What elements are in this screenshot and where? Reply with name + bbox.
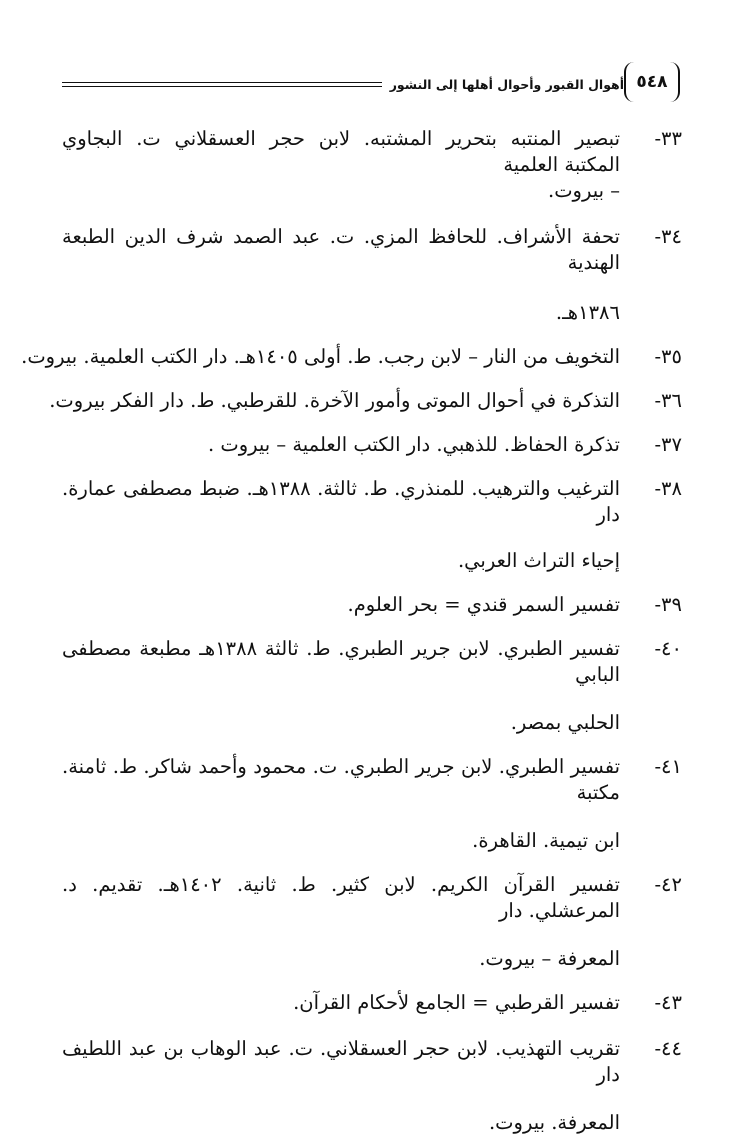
list-item (62, 224, 682, 326)
entry-line: تحفة الأشراف. للحافظ المزي. ت. عبد الصمد شرف الدين الطبعة الهندية (62, 225, 620, 274)
entry-line: المعرفة – بيروت. (479, 947, 620, 970)
entry-line: المعرفة. بيروت. (488, 1111, 620, 1134)
entry-line: – بيروت. (548, 179, 620, 202)
entry-line: تذكرة الحفاظ. للذهبي. دار الكتب العلمية – بيروت . (207, 433, 620, 456)
page-header (62, 62, 680, 106)
entry-line: تفسير القرآن الكريم. لابن كثير. ط. ثانية. ١٤٠٢هـ. تقديم. د. المرعشلي. دار (62, 873, 620, 922)
entry-line: تفسير الطبري. لابن جرير الطبري. ط. ثالثة ١٣٨٨هـ مطبعة مصطفى البابي (62, 637, 620, 686)
entry-text (62, 754, 620, 854)
entry-number: ٤١- (654, 755, 682, 778)
list-item (62, 754, 682, 854)
entry-text (62, 126, 620, 204)
entry-text (62, 872, 620, 972)
entry-line: ابن تيمية. القاهرة. (472, 829, 620, 852)
entry-number: ٣٣- (654, 127, 682, 150)
entry-number: ٤٢- (654, 873, 682, 896)
entry-text (62, 224, 620, 326)
entry-text (62, 636, 620, 736)
list-item (62, 636, 682, 736)
entry-line: الترغيب والترهيب. للمنذري. ط. ثالثة. ١٣٨٨هـ. ضبط مصطفى عمارة. دار (62, 477, 620, 526)
entry-line: الحلبي بمصر. (510, 711, 620, 734)
list-item (62, 432, 682, 458)
header-rule (62, 82, 382, 87)
entry-number: ٣٤- (654, 225, 682, 248)
entry-number: ٤٤- (654, 1037, 682, 1060)
entry-line: تفسير السمر قندي = بحر العلوم. (347, 593, 620, 616)
entry-line: تفسير الطبري. لابن جرير الطبري. ت. محمود وأحمد شاكر. ط. ثامنة. مكتبة (62, 755, 620, 804)
entry-line: ١٣٨٦هـ. (555, 301, 620, 324)
entry-line: تقريب التهذيب. لابن حجر العسقلاني. ت. عبد الوهاب بن عبد اللطيف دار (62, 1037, 620, 1086)
running-title-bar (62, 62, 624, 106)
list-item (62, 872, 682, 972)
entry-line: التذكرة في أحوال الموتى وأمور الآخرة. للقرطبي. ط. دار الفكر بيروت. (49, 389, 620, 412)
entry-line: تفسير القرطبي = الجامع لأحكام القرآن. (293, 991, 620, 1014)
entry-number: ٤٣- (654, 991, 682, 1014)
list-item (21, 344, 682, 370)
entry-number: ٣٦- (654, 389, 682, 412)
list-item (62, 476, 682, 574)
bibliography-list (21, 118, 682, 1136)
entry-number: ٣٧- (654, 433, 682, 456)
list-item (62, 990, 682, 1016)
entry-line: التخويف من النار – لابن رجب. ط. أولى ١٤٠٥هـ. دار الكتب العلمية. بيروت. (21, 345, 620, 368)
entry-number: ٣٨- (654, 477, 682, 500)
entry-text (62, 476, 620, 574)
entry-line: تبصير المنتبه بتحرير المشتبه. لابن حجر العسقلاني ت. البجاوي المكتبة العلمية (62, 127, 620, 176)
entry-line: إحياء التراث العربي. (457, 549, 620, 572)
entry-number: ٤٠- (654, 637, 682, 660)
page-number: ٥٤٨ (624, 62, 680, 102)
list-item (62, 126, 682, 204)
list-item (62, 1036, 682, 1136)
entry-number: ٣٩- (654, 593, 682, 616)
list-item (62, 592, 682, 618)
running-title: أهوال القبور وأحوال أهلها إلى النشور (389, 76, 624, 92)
entry-text (62, 1036, 620, 1136)
list-item (49, 388, 682, 414)
entry-number: ٣٥- (654, 345, 682, 368)
